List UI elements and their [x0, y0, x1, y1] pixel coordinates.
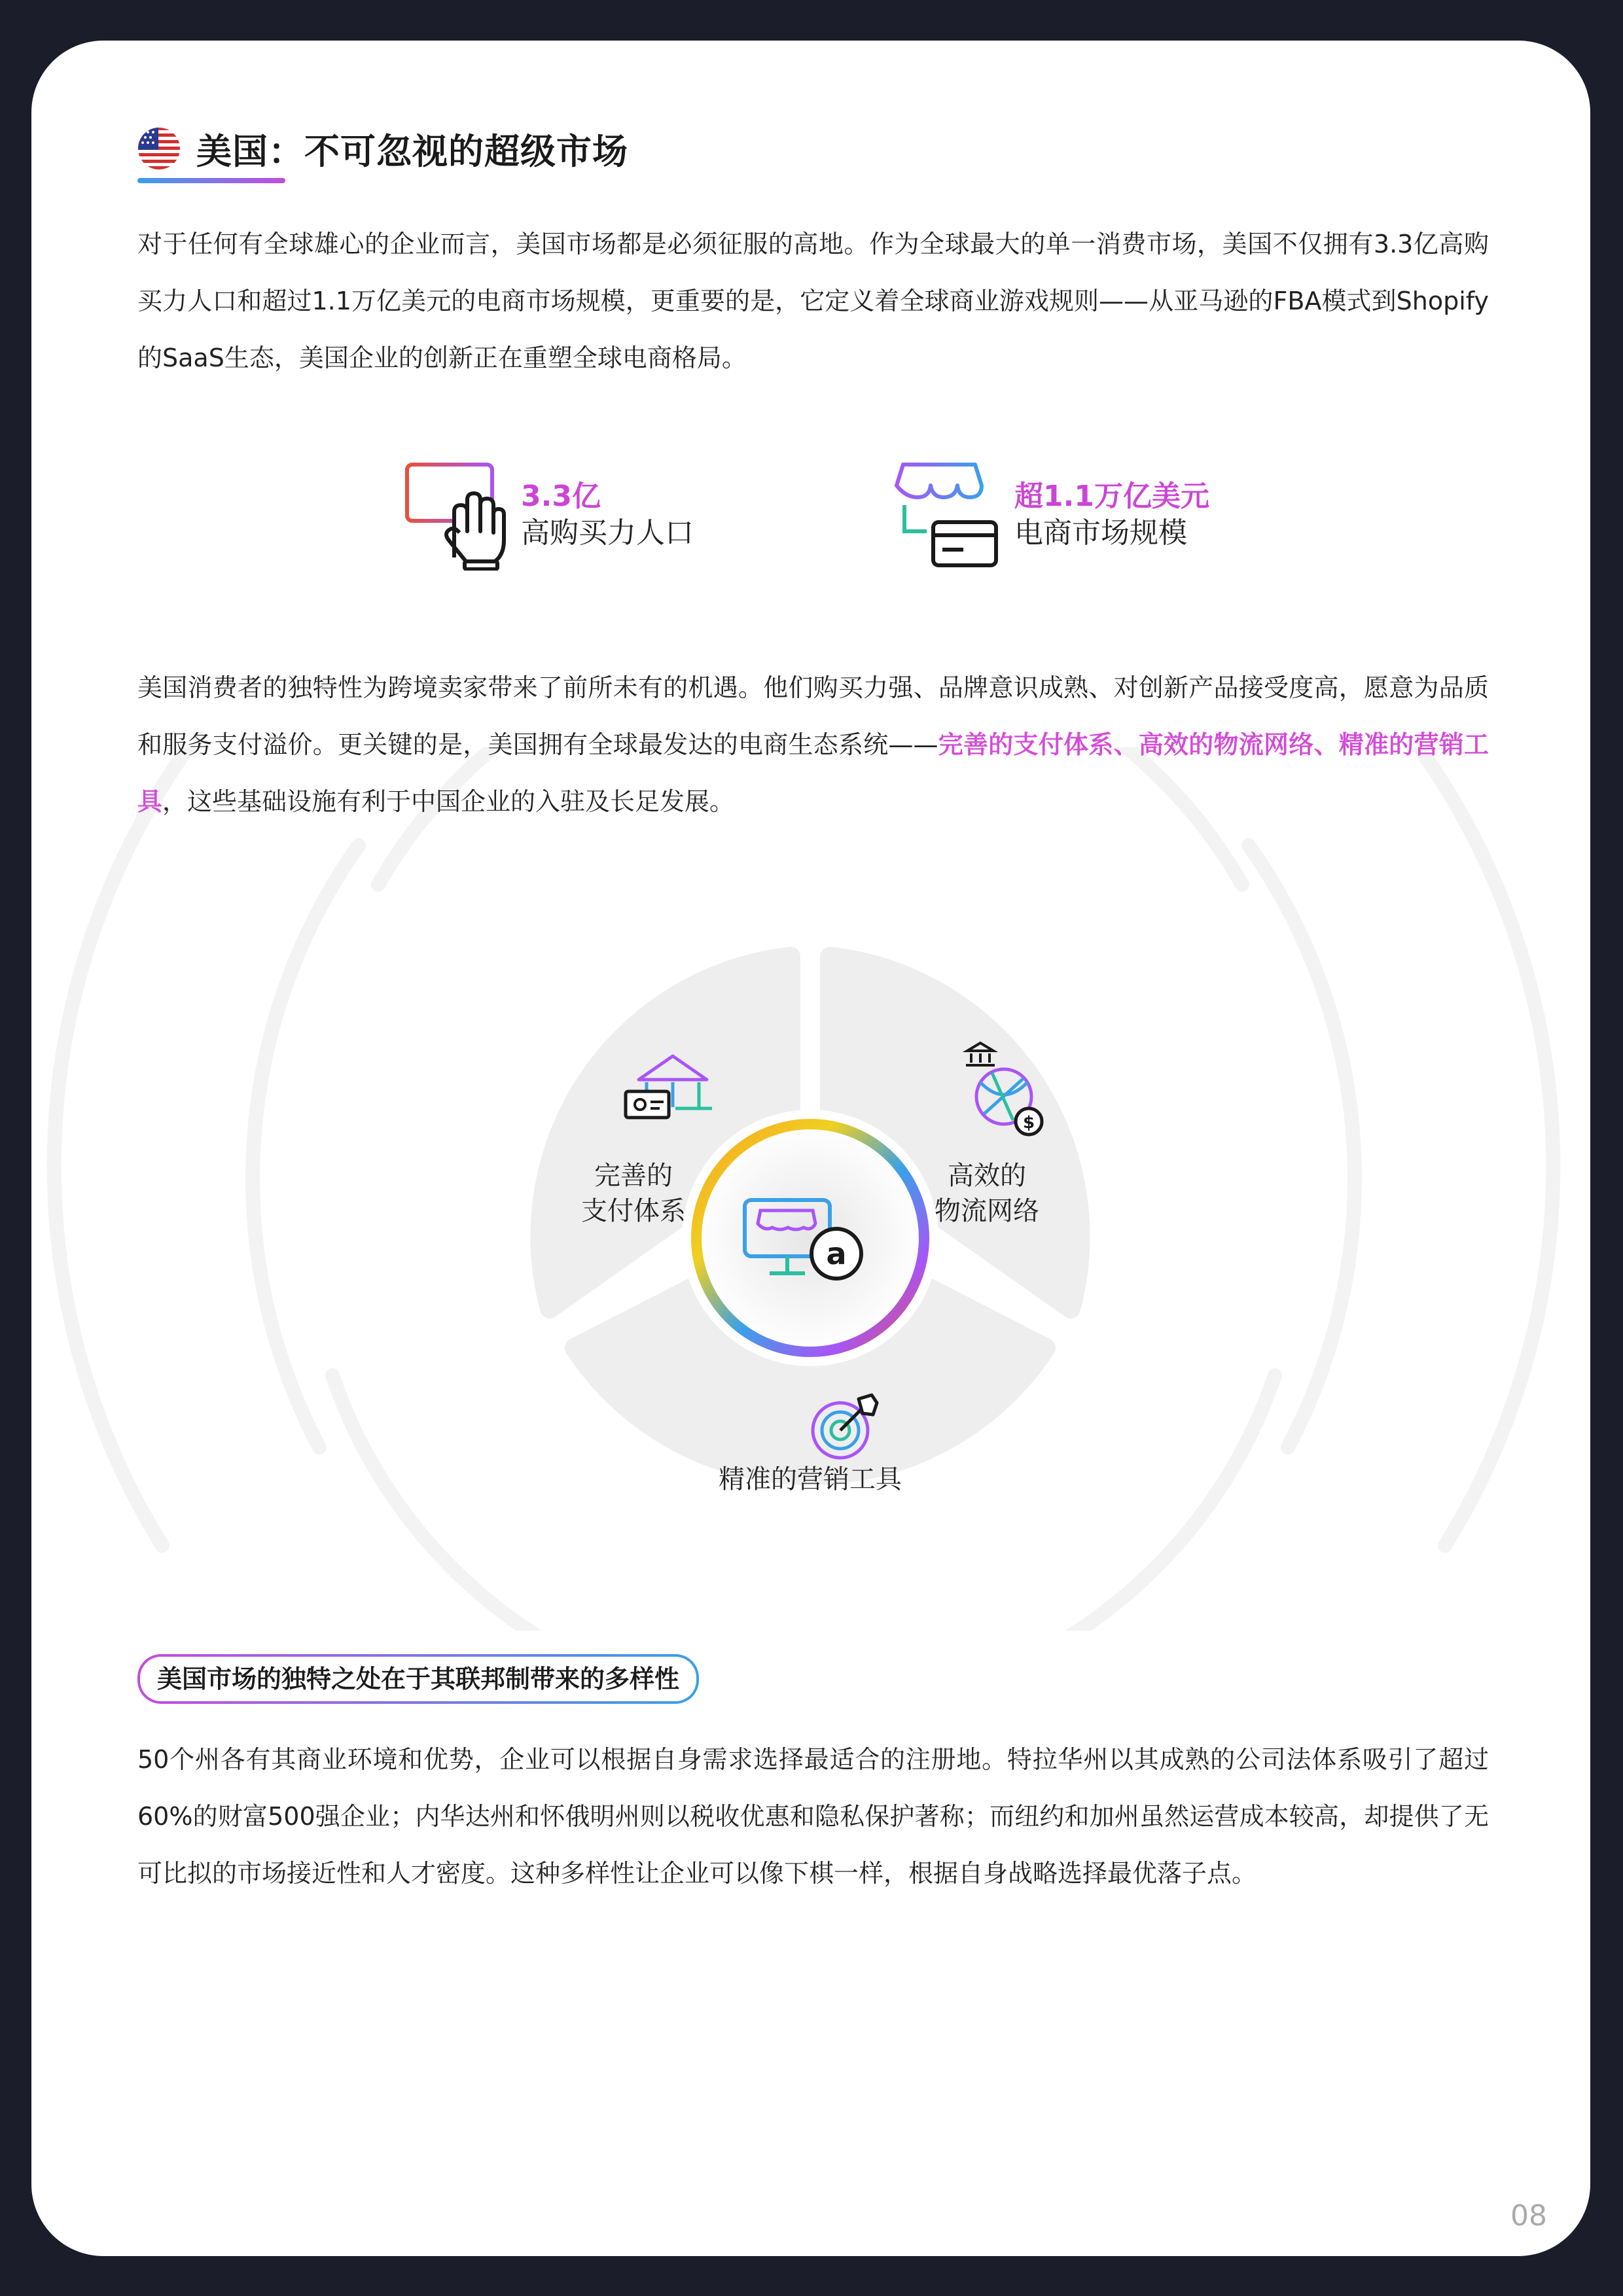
- ecosystem-diagram: [516, 911, 1105, 1539]
- stat-ecommerce: [890, 459, 1209, 571]
- touch-hand-icon: [403, 459, 508, 571]
- page-number: 08: [1510, 2199, 1547, 2233]
- section-tag: 美国市场的独特之处在于其联邦制带来的多样性: [137, 1654, 699, 1704]
- segment-marketing-label: 精准的营销工具: [719, 1464, 902, 1494]
- svg-text:a: a: [826, 1236, 847, 1271]
- page-title: 美国：不可忽视的超级市场: [196, 130, 628, 172]
- stat-population-label: 高购买力人口: [521, 516, 694, 550]
- ecosystem-text-after: ，这些基础设施有利于中国企业的入驻及长足发展。: [162, 787, 735, 816]
- stat-population: [403, 459, 694, 571]
- document-page: [31, 41, 1590, 2256]
- segment-payment-line1: 完善的: [594, 1161, 673, 1191]
- segment-logistics-line1: 高效的: [948, 1161, 1026, 1191]
- intro-paragraph: 对于任何有全球雄心的企业而言，美国市场都是必须征服的高地。作为全球最大的单一消费市场，美国不仅拥有3.3亿高购买力人口和超过1.1万亿美元的电商市场规模，更重要的是，它定义着全球商业游戏规则——从亚马逊的FBA模式到Shopify的SaaS生态，美国企业的创新正在重塑全球电商格局。: [137, 230, 1489, 372]
- segment-payment-line2: 支付体系: [581, 1196, 686, 1226]
- storefront-card-icon: [890, 459, 1001, 571]
- ecosystem-text-before: 美国消费者的独特性为跨境卖家带来了前所未有的机遇。他们购买力强、品牌意识成熟、对创新产品接受度高，愿意为品质和服务支付溢价。更关键的是，美国拥有全球最发达的电商生态系统——: [137, 673, 1489, 759]
- segment-logistics-line2: 物流网络: [935, 1196, 1039, 1226]
- segment-logistics-label: [908, 1158, 1065, 1229]
- stat-population-value: 3.3亿: [521, 480, 601, 513]
- ecosystem-highlight: 完善的支付体系、高效的物流网络、精准的营销工具: [137, 730, 1489, 816]
- federalism-paragraph: 50个州各有其商业环境和优势，企业可以根据自身需求选择最适合的注册地。特拉华州以其成熟的公司法体系吸引了超过60%的财富500强企业；内华达州和怀俄明州则以税收优惠和隐私保护著称；而纽约和加州虽然运营成本较高，却提供了无可比拟的市场接近性和人才密度。这种多样性让企业可以像下棋一样，根据自身战略选择最优落子点。: [137, 1745, 1489, 1888]
- title-row: [137, 113, 628, 185]
- svg-text:$: $: [1022, 1113, 1035, 1133]
- segment-payment-label: [555, 1158, 712, 1229]
- title-underline: [137, 178, 285, 183]
- us-flag-icon: [137, 127, 181, 170]
- stat-ecommerce-label: 电商市场规模: [1014, 516, 1187, 550]
- stat-ecommerce-value: 超1.1万亿美元: [1014, 480, 1209, 513]
- ecosystem-paragraph: [137, 660, 1489, 830]
